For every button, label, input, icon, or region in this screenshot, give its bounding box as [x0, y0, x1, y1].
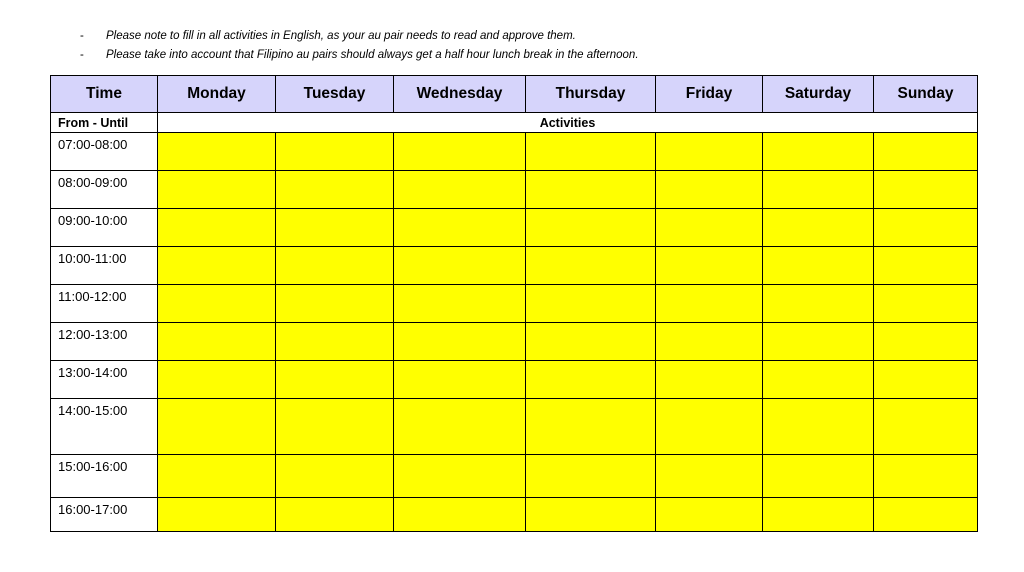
activity-cell-thursday[interactable]	[526, 247, 656, 285]
time-slot-label: 12:00-13:00	[51, 323, 158, 361]
time-slot-row	[51, 498, 978, 532]
activity-cell-tuesday[interactable]	[276, 455, 394, 498]
bullet-dash: -	[80, 49, 84, 61]
time-slot-row	[51, 399, 978, 455]
activity-cell-wednesday[interactable]	[394, 209, 526, 247]
activity-cell-friday[interactable]	[656, 399, 763, 455]
activity-cell-wednesday[interactable]	[394, 399, 526, 455]
activity-cell-thursday[interactable]	[526, 209, 656, 247]
activity-cell-friday[interactable]	[656, 171, 763, 209]
activity-cell-sunday[interactable]	[874, 455, 978, 498]
activity-cell-thursday[interactable]	[526, 498, 656, 532]
from-until-label: From - Until	[51, 113, 158, 133]
time-slot-row	[51, 247, 978, 285]
activity-cell-thursday[interactable]	[526, 361, 656, 399]
instruction-note	[80, 27, 639, 46]
activity-cell-friday[interactable]	[656, 209, 763, 247]
activity-cell-friday[interactable]	[656, 323, 763, 361]
activity-cell-saturday[interactable]	[763, 171, 874, 209]
activity-cell-saturday[interactable]	[763, 498, 874, 532]
instruction-note	[80, 46, 639, 65]
activity-cell-monday[interactable]	[158, 455, 276, 498]
activity-cell-sunday[interactable]	[874, 133, 978, 171]
activity-cell-monday[interactable]	[158, 498, 276, 532]
time-slot-row	[51, 171, 978, 209]
day-header-wednesday: Wednesday	[394, 76, 526, 113]
activity-cell-thursday[interactable]	[526, 323, 656, 361]
day-header-saturday: Saturday	[763, 76, 874, 113]
activity-cell-monday[interactable]	[158, 247, 276, 285]
activity-cell-friday[interactable]	[656, 498, 763, 532]
time-slot-row	[51, 455, 978, 498]
header-row	[51, 76, 978, 113]
activity-cell-tuesday[interactable]	[276, 361, 394, 399]
activity-cell-tuesday[interactable]	[276, 399, 394, 455]
time-slot-label: 07:00-08:00	[51, 133, 158, 171]
activity-cell-tuesday[interactable]	[276, 247, 394, 285]
activity-cell-sunday[interactable]	[874, 247, 978, 285]
day-header-thursday: Thursday	[526, 76, 656, 113]
instruction-text: Please note to fill in all activities in English, as your au pair needs to read and approve them.	[106, 30, 576, 42]
activity-cell-thursday[interactable]	[526, 455, 656, 498]
activity-cell-monday[interactable]	[158, 399, 276, 455]
activity-cell-tuesday[interactable]	[276, 323, 394, 361]
activity-cell-thursday[interactable]	[526, 285, 656, 323]
day-header-sunday: Sunday	[874, 76, 978, 113]
activity-cell-thursday[interactable]	[526, 133, 656, 171]
activity-cell-friday[interactable]	[656, 285, 763, 323]
time-slot-row	[51, 133, 978, 171]
activity-cell-saturday[interactable]	[763, 323, 874, 361]
time-slot-label: 16:00-17:00	[51, 498, 158, 532]
activity-cell-monday[interactable]	[158, 361, 276, 399]
activity-cell-wednesday[interactable]	[394, 323, 526, 361]
day-header-friday: Friday	[656, 76, 763, 113]
activity-cell-saturday[interactable]	[763, 133, 874, 171]
bullet-dash: -	[80, 30, 84, 42]
time-slot-label: 10:00-11:00	[51, 247, 158, 285]
subheader-row	[51, 113, 978, 133]
activity-cell-wednesday[interactable]	[394, 455, 526, 498]
time-header: Time	[51, 76, 158, 113]
time-slot-label: 09:00-10:00	[51, 209, 158, 247]
activity-cell-friday[interactable]	[656, 247, 763, 285]
time-slot-label: 15:00-16:00	[51, 455, 158, 498]
activity-cell-friday[interactable]	[656, 133, 763, 171]
activity-cell-tuesday[interactable]	[276, 171, 394, 209]
activity-cell-sunday[interactable]	[874, 171, 978, 209]
time-slot-label: 11:00-12:00	[51, 285, 158, 323]
activity-cell-tuesday[interactable]	[276, 133, 394, 171]
activity-cell-saturday[interactable]	[763, 247, 874, 285]
activity-cell-sunday[interactable]	[874, 285, 978, 323]
activity-cell-monday[interactable]	[158, 171, 276, 209]
activity-cell-monday[interactable]	[158, 209, 276, 247]
time-slot-row	[51, 361, 978, 399]
activity-cell-sunday[interactable]	[874, 323, 978, 361]
activity-cell-sunday[interactable]	[874, 361, 978, 399]
activity-cell-sunday[interactable]	[874, 399, 978, 455]
instruction-text: Please take into account that Filipino au pairs should always get a half hour lunch break in the afternoon.	[106, 49, 639, 61]
activity-cell-tuesday[interactable]	[276, 209, 394, 247]
activity-cell-thursday[interactable]	[526, 399, 656, 455]
time-slot-row	[51, 323, 978, 361]
activity-cell-saturday[interactable]	[763, 285, 874, 323]
activity-cell-saturday[interactable]	[763, 209, 874, 247]
activity-cell-wednesday[interactable]	[394, 133, 526, 171]
activity-cell-monday[interactable]	[158, 323, 276, 361]
day-header-monday: Monday	[158, 76, 276, 113]
activity-cell-saturday[interactable]	[763, 455, 874, 498]
time-slot-label: 14:00-15:00	[51, 399, 158, 455]
activity-cell-tuesday[interactable]	[276, 285, 394, 323]
activity-cell-friday[interactable]	[656, 361, 763, 399]
activity-cell-wednesday[interactable]	[394, 247, 526, 285]
time-slot-label: 08:00-09:00	[51, 171, 158, 209]
instructions-list	[80, 27, 639, 65]
activity-cell-wednesday[interactable]	[394, 285, 526, 323]
activity-cell-wednesday[interactable]	[394, 498, 526, 532]
activity-cell-sunday[interactable]	[874, 209, 978, 247]
activity-cell-sunday[interactable]	[874, 498, 978, 532]
activity-cell-monday[interactable]	[158, 285, 276, 323]
activity-cell-saturday[interactable]	[763, 399, 874, 455]
time-slot-row	[51, 209, 978, 247]
activities-label: Activities	[158, 113, 978, 133]
activity-cell-monday[interactable]	[158, 133, 276, 171]
activity-cell-friday[interactable]	[656, 455, 763, 498]
day-header-tuesday: Tuesday	[276, 76, 394, 113]
time-slot-row	[51, 285, 978, 323]
activity-cell-wednesday[interactable]	[394, 171, 526, 209]
activity-cell-wednesday[interactable]	[394, 361, 526, 399]
activity-cell-thursday[interactable]	[526, 171, 656, 209]
time-slot-label: 13:00-14:00	[51, 361, 158, 399]
weekly-schedule-table	[50, 75, 978, 532]
activity-cell-tuesday[interactable]	[276, 498, 394, 532]
activity-cell-saturday[interactable]	[763, 361, 874, 399]
